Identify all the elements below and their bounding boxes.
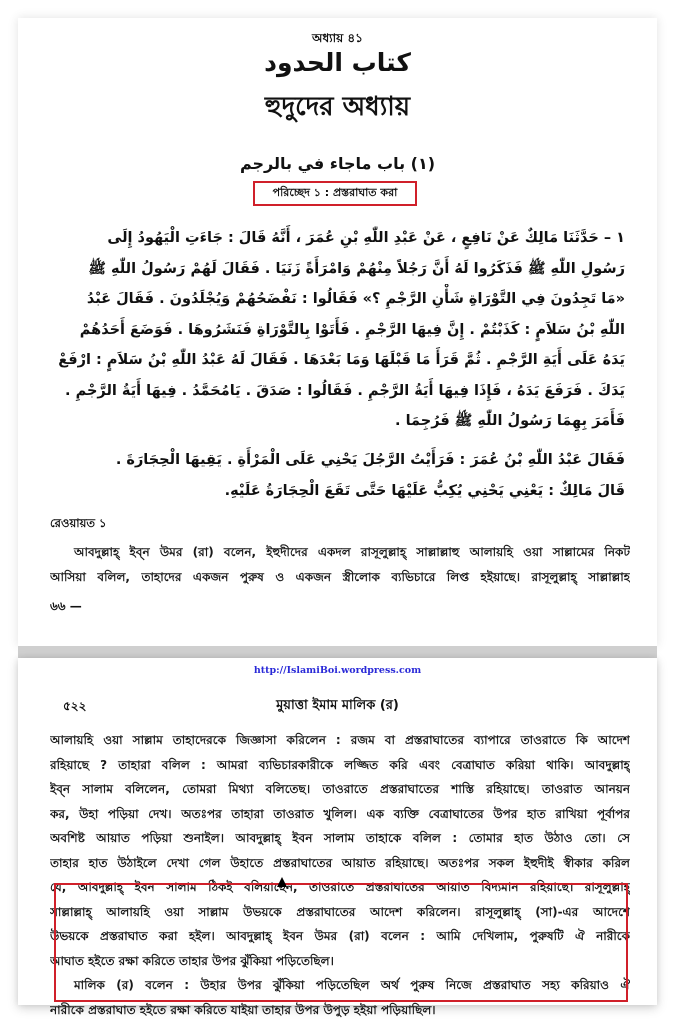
bengali-line: তাহার হাত উঠাইলে দেখা গেল উহাতে প্রস্তরাঘাতের আয়াত রহিয়াছে। অতঃপর সকল ইহুদীই স্বীকার করিল — [50, 855, 630, 870]
mouse-cursor-icon — [277, 877, 287, 887]
bengali-line: যে, আবদুল্লাহ্ ইবন সালাম ঠিকই বলিয়াছেন, তাওরাতে প্রস্তরাঘাতের আয়াত বিদ্যমান রহিয়াছে। রাসূলুল্লাহ্ — [50, 880, 630, 894]
bengali-line: সাল্লাল্লাহ্ আলায়হি ওয়া সাল্লাম উভয়কে প্রস্তরাঘাতের আদেশ করিলেন। রাসূলুল্লাহ্ (সা)-এর আদেশে — [50, 904, 630, 919]
arabic-line: يَدَكَ . فَرَفَعَ يَدَهُ ، فَإِذَا فِيهَا أَيَةُ الرَّجْمِ . فَقَالُوا : صَدَقَ . يَامُحَمَّدُ . فِيهَا أَيَةُ الرَّجْمِ . — [65, 382, 625, 399]
arabic-line: قَالَ مَالِكٌ : يَعْنِي يَحْنِي يُكِبُّ عَلَيْهَا حَتَّى تَقَعَ الْحِجَارَةُ عَلَيْهِ. — [224, 482, 625, 499]
hadith-arabic-commentary — [50, 445, 625, 506]
bengali-line: আসিয়া বলিল, তাহাদের একজন পুরুষ ও একজন স্ত্রীলোক ব্যভিচারে লিপ্ত হইয়াছে। রাসূলুল্লাহ্ সাল্লাল্লাহ — [50, 569, 630, 584]
bengali-chapter-title: হুদুদের অধ্যায় — [264, 92, 411, 122]
bengali-line: মালিক (র) বলেন : উহার উপর ঝুঁকিয়া পড়িতেছিল অর্থ পুরুষ নিজে প্রস্তরাঘাত সহ্য করিয়াও ঐ — [74, 978, 630, 992]
bengali-line: আঘাত হইতে রক্ষা করিতে তাহার উপর ঝুঁকিয়া পড়িতেছিল। — [50, 953, 334, 968]
arabic-chapter-title: كتاب الحدود — [264, 48, 411, 77]
site-url-link[interactable]: http://IslamiBoi.wordpress.com — [253, 665, 422, 676]
bengali-line: অবশিষ্ট আয়াত পড়িয়া শুনাইল। আবদুল্লাহ্ ইবন সালাম তাহাকে বলিল : তোমার হাত উঠাও তো। সে — [50, 831, 630, 845]
arabic-line: فَقَالَ عَبْدُ اللّٰهِ بْنُ عُمَرَ : فَرَأَيْتُ الرَّجُلَ يَحْنِي عَلَى الْمَرْأَةِ . يَقِيهَا الْحِجَارَةَ . — [115, 452, 625, 468]
page-footer-number: ৬৬ — — [50, 599, 82, 613]
book-page-top — [18, 18, 657, 646]
bengali-line: আবদুল্লাহ্ ইব্ন উমর (রা) বলেন, ইহুদীদের একদল রাসূলুল্লাহ্ সাল্লাল্লাহু আলায়হি ওয়া সাল্লামের নিকট — [74, 545, 630, 559]
page-number: ৫২২ — [63, 699, 87, 713]
arabic-line: رَسُولِ اللّٰهِ ﷺ فَذَكَرُوا لَهُ أَنَّ رَجُلاً مِنْهُمْ وَامْرَأَةً زَنَيَا . فَقَالَ لَهُمْ رَسُولُ اللّٰهِ ﷺ — [88, 260, 625, 277]
bengali-line: নারীকে প্রস্তরাঘাত হইতে রক্ষা করিতে যাইয়া তাহার উপর উপুড় হইয়া পড়িয়াছিল। — [50, 1002, 436, 1017]
chapter-label: অধ্যায় ৪১ — [312, 31, 363, 45]
arabic-line: ١ – حَدَّثَنَا مَالِكٌ عَنْ نَافِعٍ ، عَنْ عَبْدِ اللّٰهِ بْنِ عُمَرَ ، أَنَّهُ قَالَ : جَاءَتِ الْيَهُودُ إِلَى — [107, 230, 625, 246]
arabic-section-title: (١) باب ماجاء في بالرجم — [239, 154, 436, 173]
bengali-line: ইব্ন সালাম বলিলেন, তোমরা মিথ্যা বলিতেছ। তাওরাতে প্রস্তরাঘাতের শাস্তি রহিয়াছে। তাওরাত আনয়ন — [50, 782, 630, 796]
bengali-line: কর, উহা পড়িয়া দেখ। অতঃপর তাহারা তাওরাত খুলিল। এক ব্যক্তি বেত্রাঘাতের উপর হাত রাখিয়া পূর্বাপর — [50, 806, 630, 821]
arabic-line: يَدَهُ عَلَى أَيَةِ الرَّجْمِ . ثُمَّ قَرَأَ مَا قَبْلَهَا وَمَا بَعْدَهَا . فَقَالَ لَهُ عَبْدُ اللّٰهِ بْنُ سَلاَمٍ : ارْفَعْ — [58, 352, 625, 368]
section-heading: পরিচ্ছেদ ১ : প্রস্তরাঘাত করা — [272, 186, 398, 199]
bengali-line: উভয়কে প্রস্তরাঘাত করা হইল। আবদুল্লাহ্ ইবন উমর (রা) বলেন : আমি দেখিলাম, পুরুষটি ঐ নারীকে — [50, 929, 630, 943]
page-separator — [18, 646, 657, 658]
section-heading-highlight — [253, 181, 417, 206]
running-title: মুয়াত্তা ইমাম মালিক (র) — [276, 698, 399, 713]
arabic-line: «مَا تَجِدُونَ فِي التَّوْرَاةِ شَأْنِ الرَّجْمِ ؟» فَقَالُوا : نَفْضَحُهُمْ وَيُجْلَدُونَ . فَقَالَ عَبْدُ — [86, 291, 625, 307]
arabic-line: فَأَمَرَ بِهِمَا رَسُولُ اللّٰهِ ﷺ فَرُجِمَا . — [395, 413, 625, 429]
hadith-arabic-text — [50, 223, 625, 437]
bengali-line: রহিয়াছে ? তাহারা বলিল : আমরা ব্যভিচারকারীকে লজ্জিত করি এবং বেত্রাঘাত করিয়া থাকি। আবদুল্লাহ্ — [50, 757, 630, 772]
rewayat-heading: রেওয়ায়ত ১ — [50, 516, 107, 530]
book-page-bottom — [18, 658, 657, 1017]
arabic-line: اللّٰهِ بْنُ سَلاَمٍ : كَذَبْتُمْ . إِنَّ فِيهَا الرَّجْمِ . فَأَتَوْا بِالتَّوْرَاةِ فَنَشَرُوهَا . فَوَضَعَ أَحَدُهُمْ — [79, 321, 625, 338]
bengali-line: আলায়হি ওয়া সাল্লাম তাহাদেরকে জিজ্ঞাসা করিলেন : রজম বা প্রস্তরাঘাতের ব্যাপারে তাওরাতে কি আদেশ — [50, 733, 630, 747]
bengali-translation-top — [50, 540, 630, 589]
highlighted-passage-box — [54, 883, 628, 1002]
